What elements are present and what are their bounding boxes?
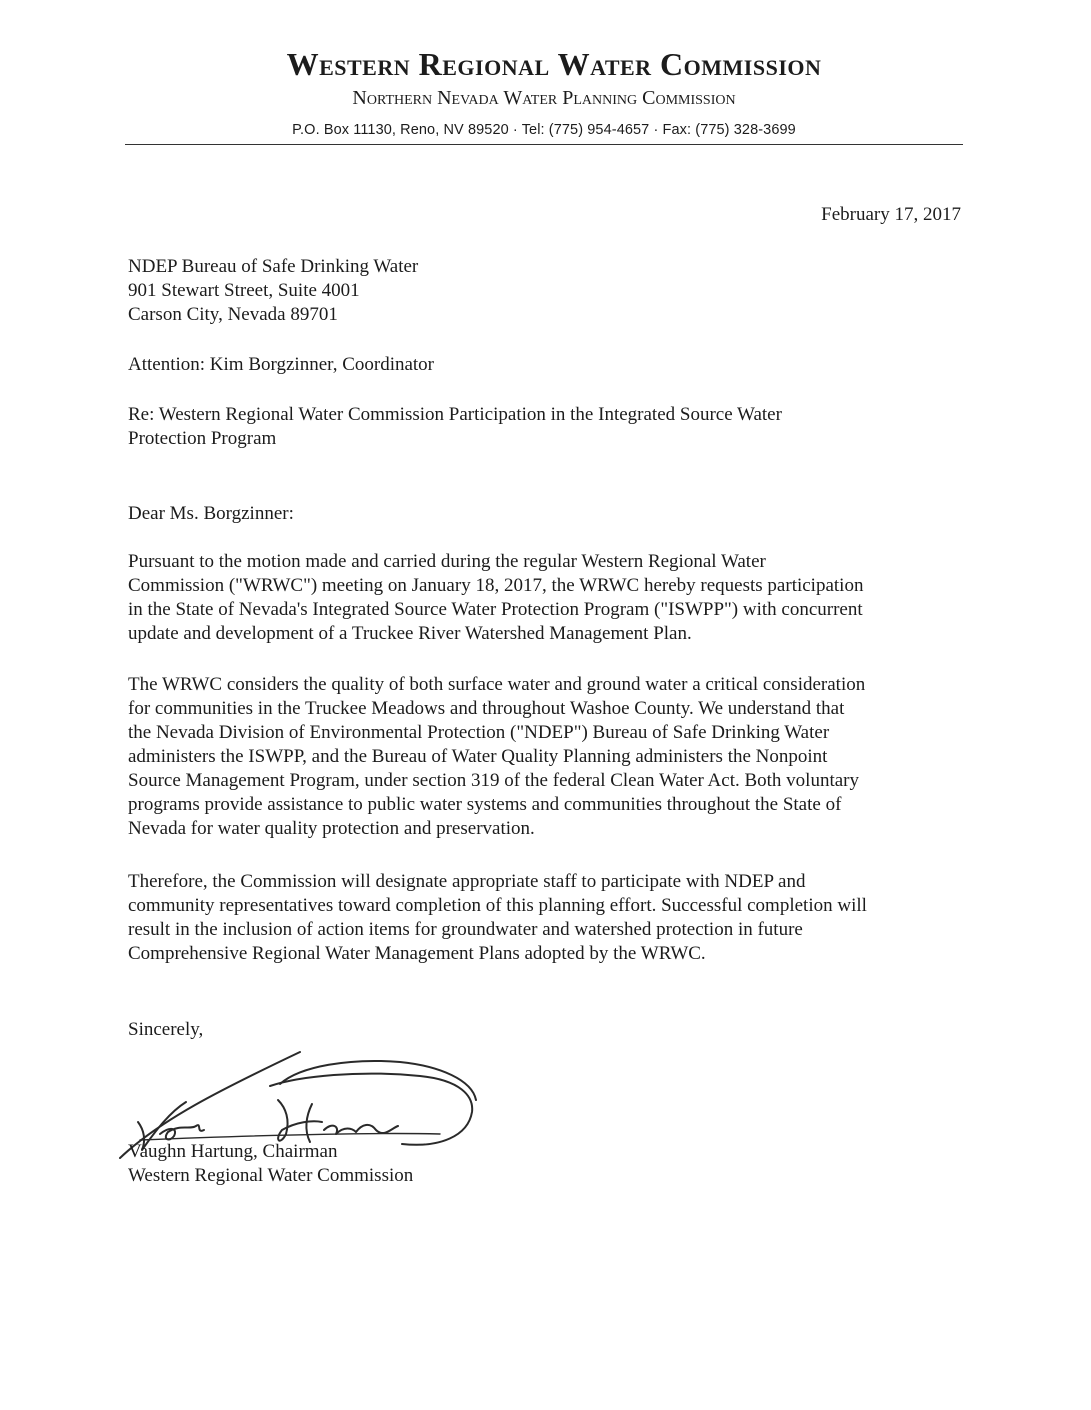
subject-text: Protection Program [128,428,277,449]
organization-subtitle: Northern Nevada Water Planning Commission [352,87,736,109]
closing: Sincerely, [128,1019,204,1040]
signer-organization: Western Regional Water Commission [128,1165,414,1186]
letterhead [120,44,968,142]
subject-line [128,403,966,451]
paragraph-line: Commission ("WRWC") meeting on January 18, 2017, the WRWC hereby requests participation [128,575,864,596]
paragraph-line: Nevada for water quality protection and preservation. [128,818,535,839]
paragraph-line: programs provide assistance to public water systems and communities throughout the State of [128,794,842,815]
address-line: 901 Stewart Street, Suite 4001 [128,280,360,301]
contact-info: P.O. Box 11130, Reno, NV 89520 · Tel: (775) 954-4657 · Fax: (775) 328-3699 [292,122,796,138]
paragraph-line: result in the inclusion of action items for groundwater and watershed protection in future [128,919,803,940]
paragraph-line: update and development of a Truckee River Watershed Management Plan. [128,623,692,644]
salutation: Dear Ms. Borgzinner: [128,503,294,524]
paragraph-line: Comprehensive Regional Water Management Plans adopted by the WRWC. [128,943,706,964]
organization-name: Western Regional Water Commission [286,46,822,82]
signer-name: Vaughn Hartung, Chairman [128,1141,338,1162]
address-line: NDEP Bureau of Safe Drinking Water [128,256,419,277]
subject-text: Re: Western Regional Water Commission Participation in the Integrated Source Water [128,404,782,425]
letter-date: February 17, 2017 [821,204,961,225]
body-paragraph-2 [128,673,966,841]
body-paragraph-3 [128,870,966,966]
body-paragraph-1 [128,550,966,646]
paragraph-line: Therefore, the Commission will designate appropriate staff to participate with NDEP and [128,871,806,892]
paragraph-line: in the State of Nevada's Integrated Source Water Protection Program ("ISWPP") with concurrent [128,599,863,620]
paragraph-line: the Nevada Division of Environmental Protection ("NDEP") Bureau of Safe Drinking Water [128,722,830,743]
paragraph-line: The WRWC considers the quality of both surface water and ground water a critical consideration [128,674,866,695]
paragraph-line: Source Management Program, under section 319 of the federal Clean Water Act. Both voluntary [128,770,859,791]
address-line: Carson City, Nevada 89701 [128,304,338,325]
recipient-address [128,255,966,327]
paragraph-line: administers the ISWPP, and the Bureau of Water Quality Planning administers the Nonpoint [128,746,828,767]
paragraph-line: community representatives toward completion of this planning effort. Successful completion will [128,895,867,916]
paragraph-line: Pursuant to the motion made and carried during the regular Western Regional Water [128,551,766,572]
attention-line: Attention: Kim Borgzinner, Coordinator [128,354,435,375]
paragraph-line: for communities in the Truckee Meadows and throughout Washoe County. We understand that [128,698,845,719]
letterhead-divider [125,144,963,145]
